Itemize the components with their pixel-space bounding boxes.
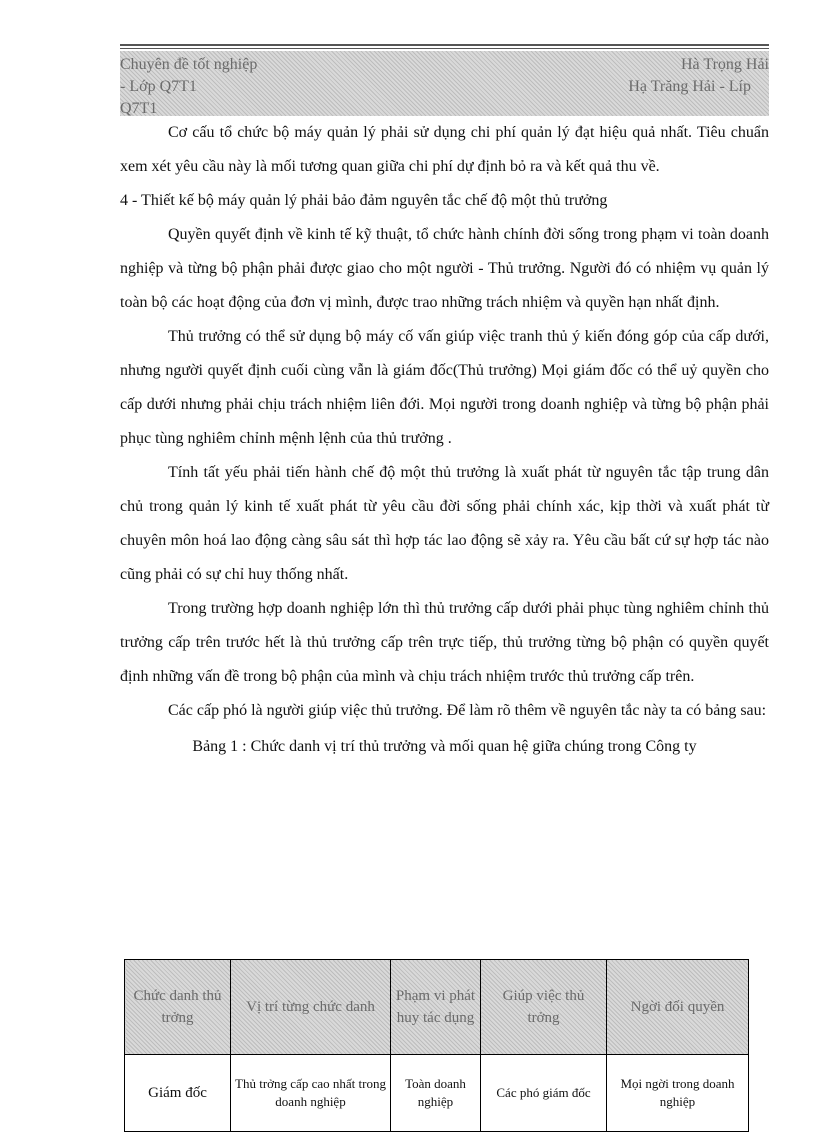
positions-table [124,959,749,1132]
header-left-line-2: - Lớp Q7T1 [120,78,197,95]
page-header [120,44,769,116]
document-body [120,116,769,764]
header-left-line-3: Q7T1 [120,100,158,117]
section-heading-4: 4 - Thiết kế bộ máy quản lý phải bảo đảm nguyên tắc chế độ một thủ trưởng [120,192,608,209]
table-header-cell: Giúp việc thủ trởng [481,960,607,1055]
table-header-cell: Phạm vi phát huy tác dụng [391,960,481,1055]
table-cell: Mọi ngời trong doanh nghiệp [607,1055,749,1132]
paragraph-deputies: Các cấp phó là người giúp việc thủ trưởng. Để làm rõ thêm về nguyên tắc này ta có bảng sau: [168,702,767,719]
table-header-cell: Chức danh thủ trởng [125,960,231,1055]
header-rule-top [120,44,769,46]
paragraph-decision-rights: Quyền quyết định về kinh tế kỹ thuật, tổ chức hành chính đời sống trong phạm vi toàn doanh nghiệp và từng bộ phận phải được giao cho một người - Thủ trưởng. Người đó có nhiệm vụ quản lý toàn bộ các hoạt động của đơn vị mình, được trao những trách nhiệm và quyền hạn nhất định. [120,226,769,311]
paragraph-large-enterprise: Trong trường hợp doanh nghiệp lớn thì thủ trưởng cấp dưới phải phục tùng nghiêm chỉnh thủ trưởng cấp trên trước hết là thủ trưởng cấp trên trực tiếp, thủ trưởng từng bộ phận có quyền quyết định những vấn đề trong bộ phận của mình và chịu trách nhiệm trước thủ trưởng cấp trên. [120,600,769,685]
table-header-row [125,960,749,1055]
header-right-line-1: Hà Trọng Hải [680,56,769,73]
table-caption: Bảng 1 : Chức danh vị trí thủ trưởng và mối quan hệ giữa chúng trong Công ty [192,738,697,755]
table-cell: Các phó giám đốc [481,1055,607,1132]
paragraph-necessity: Tính tất yếu phải tiến hành chế độ một thủ trưởng là xuất phát từ nguyên tắc tập trung dân chủ trong quản lý kinh tế xuất phát từ yêu cầu đời sống phải chính xác, kịp thời và xuất phát từ chuyên môn hoá lao động càng sâu sát thì hợp tác lao động sẽ xảy ra. Yêu cầu bất cứ sự hợp tác nào cũng phải có sự chỉ huy thống nhất. [120,464,769,583]
table-row [125,1055,749,1132]
table-cell: Toàn doanh nghiệp [391,1055,481,1132]
table-header-cell: Ngời đối quyền [607,960,749,1055]
paragraph-cost-efficiency: Cơ cấu tổ chức bộ máy quản lý phải sử dụng chi phí quản lý đạt hiệu quả nhất. Tiêu chuẩn xem xét yêu cầu này là mối tương quan giữa chi phí dự định bỏ ra và kết quả thu về. [120,124,769,175]
table-header-cell: Vị trí từng chức danh [231,960,391,1055]
paragraph-advisory-apparatus: Thủ trưởng có thể sử dụng bộ máy cố vấn giúp việc tranh thủ ý kiến đóng góp của cấp dưới, nhưng người quyết định cuối cùng vẫn là giám đốc(Thủ trưởng) Mọi giám đốc có thể uỷ quyền cho cấp dưới nhưng phải chịu trách nhiệm liên đới. Mọi người trong doanh nghiệp và từng bộ phận phải phục tùng nghiêm chỉnh mệnh lệnh của thủ trưởng . [120,328,769,447]
header-left-line-1: Chuyên đề tốt nghiệp [120,56,258,73]
header-right-line-2: Hạ Trăng Hải - Líp [628,78,751,95]
table-cell: Giám đốc [125,1055,231,1132]
header-rule-bottom [120,48,769,49]
table-cell: Thủ trởng cấp cao nhất trong doanh nghiệp [231,1055,391,1132]
